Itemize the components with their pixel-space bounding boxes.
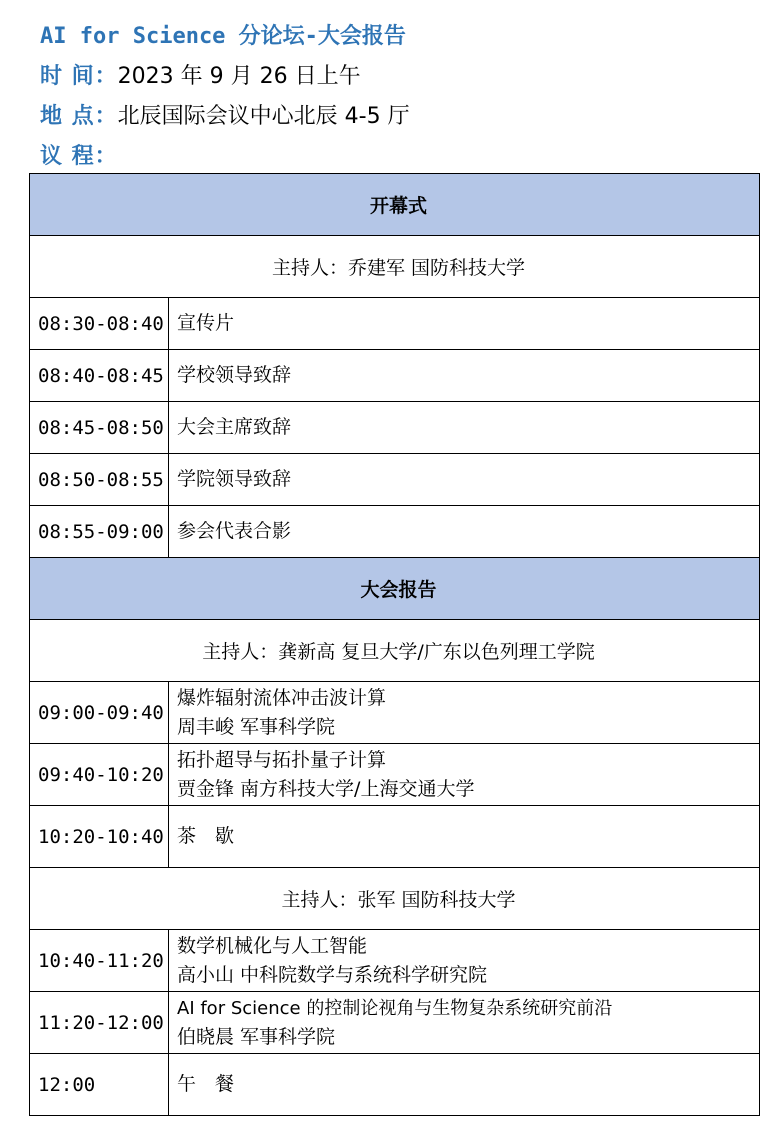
time-cell: 08:45-08:50: [30, 402, 169, 454]
item-cell: 茶 歇: [169, 806, 760, 868]
agenda-label: 议 程：: [40, 144, 118, 169]
table-row: [30, 930, 760, 992]
speaker: 伯晓晨 军事科学院: [177, 1025, 336, 1048]
time-cell: 08:50-08:55: [30, 454, 169, 506]
speaker: 高小山 中科院数学与系统科学研究院: [177, 963, 488, 986]
time-line: [40, 62, 361, 92]
time-cell: 10:20-10:40: [30, 806, 169, 868]
table-row: [30, 506, 760, 558]
agenda-table: [29, 173, 760, 1116]
talk-title: 爆炸辐射流体冲击波计算: [177, 686, 387, 709]
item-cell: [169, 744, 760, 806]
time-label: 时 间：: [40, 64, 118, 89]
place-line: [40, 102, 410, 132]
place-label: 地 点：: [40, 104, 118, 129]
item-cell: 学院领导致辞: [169, 454, 760, 506]
item-cell: [169, 930, 760, 992]
item-cell: [169, 992, 760, 1054]
table-row: [30, 1054, 760, 1116]
speaker: 贾金锋 南方科技大学/上海交通大学: [177, 777, 475, 800]
table-row: [30, 298, 760, 350]
item-cell: 参会代表合影: [169, 506, 760, 558]
table-row: [30, 402, 760, 454]
item-cell: [169, 682, 760, 744]
table-row: [30, 992, 760, 1054]
time-cell: 12:00: [30, 1054, 169, 1116]
host-keynote-1: 主持人：龚新高 复旦大学/广东以色列理工学院: [30, 620, 760, 682]
time-cell: 08:55-09:00: [30, 506, 169, 558]
item-cell: 大会主席致辞: [169, 402, 760, 454]
section-header-row: [30, 174, 760, 236]
talk-title: AI for Science 的控制论视角与生物复杂系统研究前沿: [177, 997, 613, 1019]
table-row: [30, 454, 760, 506]
speaker: 周丰峻 军事科学院: [177, 715, 336, 738]
place-value: 北辰国际会议中心北辰 4-5 厅: [117, 104, 410, 129]
item-cell: 宣传片: [169, 298, 760, 350]
forum-title-text: AI for Science 分论坛-大会报告: [40, 24, 406, 49]
host-row: [30, 868, 760, 930]
talk-title: 拓扑超导与拓扑量子计算: [177, 748, 387, 771]
table-row: [30, 806, 760, 868]
host-opening: 主持人：乔建军 国防科技大学: [30, 236, 760, 298]
section-heading-keynote: 大会报告: [30, 558, 760, 620]
time-cell: 10:40-11:20: [30, 930, 169, 992]
section-heading-opening: 开幕式: [30, 174, 760, 236]
time-cell: 11:20-12:00: [30, 992, 169, 1054]
table-row: [30, 682, 760, 744]
section-header-row: [30, 558, 760, 620]
agenda-line: [40, 142, 118, 172]
time-cell: 08:30-08:40: [30, 298, 169, 350]
table-row: [30, 350, 760, 402]
time-cell: 09:00-09:40: [30, 682, 169, 744]
item-cell: 午 餐: [169, 1054, 760, 1116]
host-row: [30, 620, 760, 682]
forum-title: [40, 22, 406, 52]
time-cell: 08:40-08:45: [30, 350, 169, 402]
table-row: [30, 744, 760, 806]
talk-title: 数学机械化与人工智能: [177, 934, 368, 957]
time-cell: 09:40-10:20: [30, 744, 169, 806]
host-keynote-2: 主持人：张军 国防科技大学: [30, 868, 760, 930]
host-row: [30, 236, 760, 298]
time-value: 2023 年 9 月 26 日上午: [117, 64, 361, 89]
item-cell: 学校领导致辞: [169, 350, 760, 402]
